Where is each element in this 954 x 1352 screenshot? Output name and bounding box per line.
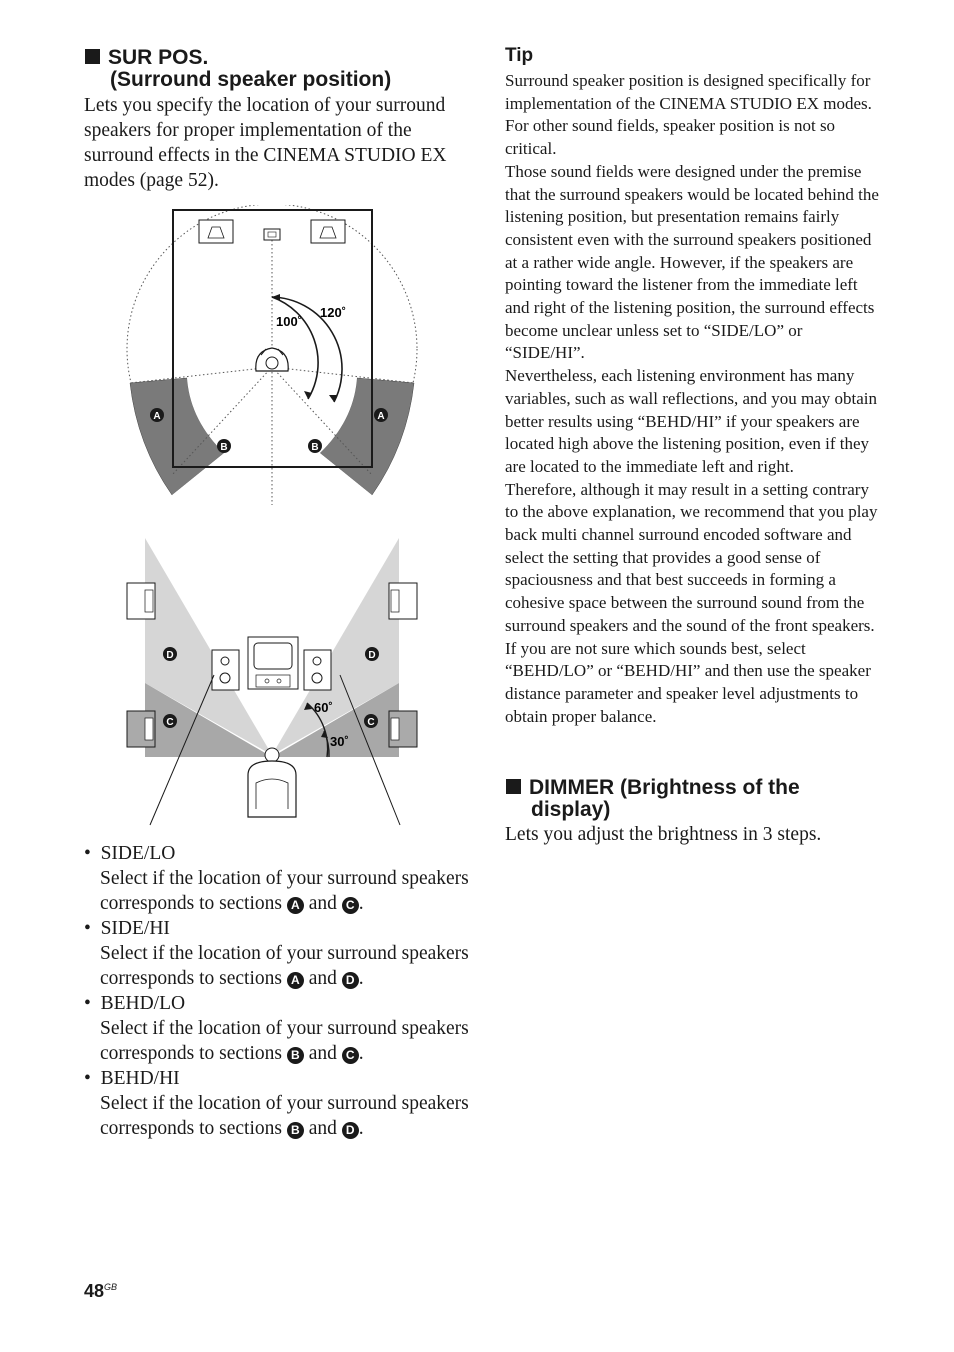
section-badge: B [287, 1122, 304, 1139]
tip-heading: Tip [505, 45, 534, 66]
tip-paragraph: Surround speaker position is designed specifically for implementation of the CINEMA STUDIO EX modes. For other sound fields, speaker position is not so critical. [505, 71, 872, 159]
option-behd-hi: • BEHD/HI Select if the location of your surround speakers corresponds to sections B and D . [84, 1068, 469, 1139]
square-bullet-icon [506, 779, 521, 794]
sur-pos-heading [85, 47, 391, 91]
dimmer-heading-line-2: display) [531, 798, 611, 821]
angle-30-label: 30˚ [330, 734, 349, 749]
option-text: Select if the location of your surround speakers corresponds to sections [100, 868, 469, 914]
zone-c-left-label: C [166, 717, 174, 728]
zone-d-right-label: D [368, 650, 376, 661]
dimmer-heading [506, 777, 800, 821]
section-badge: A [287, 897, 304, 914]
tip-paragraph: Those sound fields were designed under the premise that the surround speakers would be located behind the listening position, but presentation remains fairly consistent even with the surround speakers positioned at a rather wide angle. However, if the speakers are pointing toward the listener from the immediate left and right of the listening position, the surround effects become unclear unless set to “SIDE/LO” or “SIDE/HI”. [505, 161, 879, 363]
center-speaker-icon [264, 229, 280, 240]
angle-60-label: 60˚ [314, 700, 333, 715]
option-text: Select if the location of your surround speakers corresponds to sections [100, 943, 469, 989]
and-word: and [308, 893, 337, 914]
zone-c-right-label: C [367, 717, 375, 728]
section-badge: D [342, 1122, 359, 1139]
section-badge: C [342, 1047, 359, 1064]
page-number [84, 1281, 117, 1302]
heading-line-1: SUR POS. [108, 46, 209, 69]
sur-pos-intro: Lets you specify the location of your surround speakers for proper implementation of the surround effects in the CINEMA STUDIO EX modes (page 52). [84, 95, 447, 191]
speaker-height-diagram [122, 535, 422, 830]
and-word: and [308, 968, 337, 989]
option-title: SIDE/HI [100, 918, 170, 939]
dimmer-heading-line-1: DIMMER (Brightness of the [529, 776, 800, 799]
section-badge: B [287, 1047, 304, 1064]
region-code: GB [104, 1282, 118, 1292]
page-number-value: 48 [84, 1281, 105, 1301]
option-side-hi: • SIDE/HI Select if the location of your surround speakers corresponds to sections A and D . [84, 918, 469, 989]
front-left-speaker-icon [199, 220, 233, 243]
front-right-speaker-icon [311, 220, 345, 243]
tv-icon [248, 637, 298, 689]
section-badge: C [342, 897, 359, 914]
option-text: Select if the location of your surround speakers corresponds to sections [100, 1093, 469, 1139]
section-badge: A [287, 972, 304, 989]
and-word: and [308, 1043, 337, 1064]
angle-120-label: 120˚ [320, 305, 347, 320]
tip-paragraph: Therefore, although it may result in a setting contrary to the above explanation, we recommend that you play back multi channel surround encoded software and select the setting that provides a good sense of spaciousness and that best succeeds in forming a cohesive space between the surround sound from the surround speakers and the sound of the front speakers. If you are not sure which sounds best, select “BEHD/LO” or “BEHD/HI” and then use the speaker distance parameter and speaker level adjustments to obtain proper balance. [505, 479, 878, 726]
option-behd-lo: • BEHD/LO Select if the location of your surround speakers corresponds to sections B and C . [84, 993, 469, 1064]
zone-d-left-label: D [166, 650, 174, 661]
option-title: SIDE/LO [100, 843, 176, 864]
surround-left-high-speaker-icon [127, 583, 155, 619]
option-title: BEHD/HI [100, 1068, 180, 1089]
dimmer-text: Lets you adjust the brightness in 3 steps. [505, 824, 822, 845]
zone-a-left-label: A [153, 411, 161, 422]
square-bullet-icon [85, 49, 100, 64]
zone-b-left-label: B [220, 442, 228, 453]
front-left-speaker-icon-2 [212, 650, 239, 690]
zone-a-right-label: A [377, 411, 385, 422]
zone-b-right-label: B [311, 442, 319, 453]
section-badge: D [342, 972, 359, 989]
surround-left-low-speaker-icon [127, 711, 155, 747]
front-right-speaker-icon-2 [304, 650, 331, 690]
option-side-lo: • SIDE/LO Select if the location of your surround speakers corresponds to sections A and C . [84, 843, 469, 914]
listener-chair-icon [248, 748, 296, 817]
surround-right-low-speaker-icon [389, 711, 417, 747]
heading-line-2: (Surround speaker position) [110, 68, 392, 91]
tip-body [505, 70, 883, 728]
setting-options-list [84, 841, 474, 1141]
listener-icon [256, 348, 288, 371]
angle-100-label: 100˚ [276, 314, 303, 329]
tip-paragraph: Nevertheless, each listening environment has many variables, such as wall reflections, and you may obtain better results using “BEHD/HI” if your speakers are located high above the listening position, even if they are located to the immediate left and right. [505, 366, 877, 476]
surround-zone-diagram [122, 205, 422, 505]
option-title: BEHD/LO [100, 993, 186, 1014]
and-word: and [308, 1118, 337, 1139]
surround-right-high-speaker-icon [389, 583, 417, 619]
option-text: Select if the location of your surround speakers corresponds to sections [100, 1018, 469, 1064]
